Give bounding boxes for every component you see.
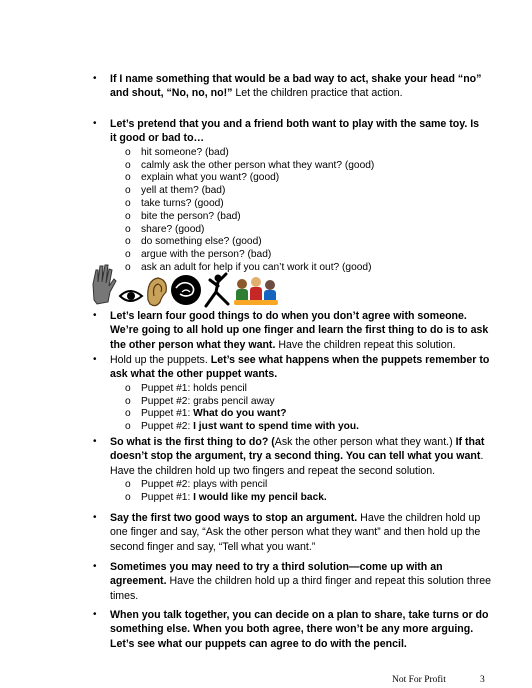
bullet-marker: • [93, 436, 97, 447]
paragraph-line [110, 622, 498, 636]
sub-bullet-marker: o [125, 146, 131, 158]
children-group-icon [234, 277, 278, 305]
bullet-marker: • [93, 609, 97, 620]
sub-item-text: Puppet #1: I would like my pencil back. [141, 492, 327, 503]
bold-text: Let’s see what our puppets can agree to do with the pencil. [110, 637, 407, 650]
plain-text: one finger and say, “Ask the other person what they want” and then hold up the [110, 526, 481, 539]
plain-text: Ask the other person what they want.) [274, 436, 456, 448]
sub-bullet-marker: o [125, 185, 131, 197]
paragraph-line [110, 367, 498, 381]
sub-item-text: Puppet #1: What do you want? [141, 408, 287, 420]
sub-item-text: do something else? (good) [141, 236, 262, 248]
sub-bullet-marker: o [125, 479, 131, 491]
bold-text: the other person what they want. [110, 338, 276, 351]
sub-bullet-marker: o [125, 395, 131, 407]
ear-icon [148, 278, 167, 306]
sub-item-text: bite the person? (bad) [141, 210, 241, 222]
paragraph-line [110, 449, 498, 463]
sub-bullet-marker: o [125, 159, 131, 171]
bullet-marker: • [93, 354, 97, 365]
paragraph-line [110, 464, 498, 478]
bold-text: I just want to spend time with you. [193, 421, 359, 433]
bold-text: Sometimes you may need to try a third solution—come up with an [110, 561, 443, 573]
sub-item-text: Puppet #2: plays with pencil [141, 479, 268, 491]
bold-text: it good or bad to… [110, 132, 205, 145]
paragraph-line [110, 72, 498, 86]
sub-bullet-marker: o [125, 198, 131, 209]
bold-text: If that [455, 436, 485, 448]
eye-icon [120, 291, 142, 301]
sense-icons-strip [90, 262, 280, 308]
plain-text: Have the children hold up two fingers and repeat the second solution. [110, 464, 436, 477]
stretching-person-icon [206, 274, 228, 306]
sub-item-text: yell at them? (bad) [141, 185, 226, 197]
bold-text: When you talk together, you can decide on a plan to share, take turns or do [110, 609, 489, 621]
plain-text: Hold up the puppets. [110, 354, 211, 366]
sub-bullet-marker: o [125, 408, 131, 420]
sub-bullet-marker: o [125, 262, 131, 273]
paragraph-line [110, 323, 498, 337]
plain-text: times. [110, 589, 139, 602]
paragraph-line [110, 589, 498, 603]
bold-text: doesn’t stop the argument, try a second thing. You can tell what you want [110, 450, 481, 463]
bold-text: I would like my pencil back. [193, 492, 327, 503]
bold-text: Let’s pretend that you and a friend both want to play with the same toy. Is [110, 118, 480, 130]
sub-item-text: hit someone? (bad) [141, 146, 229, 158]
plain-text: Have the children hold up a third finger and repeat this solution three [166, 575, 492, 588]
bold-text: Say the first two good ways to stop an argument. [110, 512, 358, 524]
bullet-marker: • [93, 512, 97, 523]
bold-text: Let’s learn four good things to do when you don’t agree with someone. [110, 310, 467, 322]
bold-text: Let’s see what happens when the puppets remember to [210, 354, 490, 366]
paragraph-line [110, 86, 498, 100]
sub-item-text: calmly ask the other person what they want? (good) [141, 159, 375, 171]
paragraph-line [110, 353, 498, 367]
bullet-marker: • [93, 561, 97, 572]
plain-text: Let the children practice that action. [232, 87, 403, 100]
sub-item-text: argue with the person? (bad) [141, 249, 272, 261]
plain-text: Have the children hold up [357, 512, 481, 524]
sub-item-text: share? (good) [141, 223, 205, 235]
sub-bullet-marker: o [125, 492, 131, 503]
bold-text: something else. When you both agree, there won’t be any more arguing. [110, 623, 474, 636]
paragraph-line [110, 525, 498, 539]
sub-item-text: Puppet #1: holds pencil [141, 382, 247, 394]
footer-text: Not For Profit [392, 675, 446, 685]
sub-bullet-marker: o [125, 223, 131, 235]
bold-text: What do you want? [193, 408, 287, 420]
bold-text: ask what the other puppet wants. [110, 368, 278, 381]
paragraph-line [110, 540, 498, 554]
paragraph-line [110, 560, 498, 574]
plain-text: Have the children repeat this solution. [275, 338, 456, 351]
paragraph-line [110, 574, 498, 588]
bold-text: If I name something that would be a bad way to act, shake your head “no” [110, 73, 482, 85]
bold-text: and shout, “No, no, no!” [110, 87, 233, 100]
sub-bullet-marker: o [125, 421, 131, 433]
paragraph-line [110, 309, 498, 323]
paragraph-line [110, 608, 498, 622]
bullet-marker: • [93, 310, 97, 321]
sub-item-text: Puppet #2: grabs pencil away [141, 395, 275, 407]
sub-bullet-marker: o [125, 172, 131, 184]
paragraph-line [110, 131, 498, 145]
sub-item-text: ask an adult for help if you can’t work it out? (good) [141, 262, 372, 273]
sub-bullet-marker: o [125, 249, 131, 261]
sub-item-text: explain what you want? (good) [141, 172, 280, 184]
sub-item-text: take turns? (good) [141, 198, 224, 209]
bullet-marker: • [93, 118, 97, 129]
hand-icon [93, 265, 116, 304]
paragraph-line [110, 511, 498, 525]
page-number: 3 [480, 675, 485, 685]
bold-text: We’re going to all hold up one finger and learn the first thing to do is to ask [110, 324, 489, 337]
paragraph-line [110, 117, 498, 131]
paragraph-line [110, 435, 498, 449]
bold-text: So what is the first thing to do? ( [110, 436, 275, 448]
sub-bullet-marker: o [125, 210, 131, 222]
bold-text: agreement. [110, 575, 167, 588]
paragraph-line [110, 338, 498, 352]
plain-text: second finger and say, “Tell what you want.” [110, 540, 316, 553]
sub-bullet-marker: o [125, 236, 131, 248]
plain-text: . [480, 450, 484, 463]
sub-bullet-marker: o [125, 382, 131, 394]
sub-item-text: Puppet #2: I just want to spend time with you. [141, 421, 359, 433]
bullet-marker: • [93, 73, 97, 84]
paragraph-line [110, 637, 498, 651]
brain-icon [171, 275, 201, 305]
